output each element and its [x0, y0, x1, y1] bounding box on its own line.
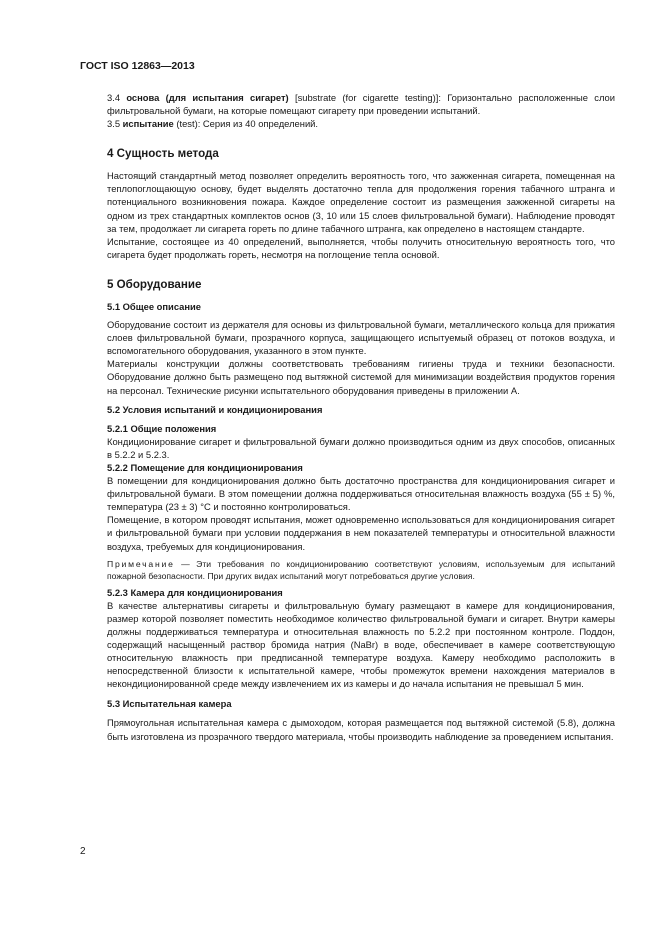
definition-3-4 — [107, 91, 615, 117]
section-5-2-1-title: 5.2.1 Общие положения — [107, 422, 217, 434]
section-5-1-paragraph-1: Оборудование состоит из держателя для основы из фильтровальной бумаги, металлического кольца для прижатия слоев фильтровальной бумаги, прозрачного корпуса, защищающего испытуемый образец от потоков воздуха, и вспомогательного оборудования, указанного в этом пункте. — [107, 319, 615, 357]
section-5-2-2-paragraph-1: В помещении для кондиционирования должно быть достаточно пространства для кондиционирования сигарет и фильтровальной бумаги. В этом помещении должна поддерживаться относительная влажность воздуха (55 ± 5) %, температура (23 ± 3) °С и постоянно контролироваться. — [107, 475, 615, 513]
section-5-3-title: 5.3 Испытательная камера — [107, 698, 232, 710]
section-4-title: 4 Сущность метода — [107, 147, 219, 161]
section-4-paragraph-2: Испытание, состоящее из 40 определений, выполняется, чтобы получить относительную вероятность того, что сигарета будет продолжать гореть, несмотря на поглощение тепла основой. — [107, 235, 615, 260]
def-3-4-term: основа (для испытания сигарет) — [126, 92, 289, 103]
section-5-2-2-title: 5.2.2 Помещение для кондиционирования — [107, 461, 303, 473]
page-number: 2 — [80, 846, 86, 857]
document-body — [107, 91, 615, 743]
section-5-2-3-title: 5.2.3 Камера для кондиционирования — [107, 586, 283, 598]
def-3-5-term: испытание — [122, 118, 174, 130]
def-3-4-number: 3.4 — [107, 92, 127, 103]
section-5-2-title: 5.2 Условия испытаний и кондиционирования — [107, 403, 323, 415]
section-5-title: 5 Оборудование — [107, 277, 202, 291]
note — [107, 558, 615, 582]
note-text: — Эти требования по кондиционированию соответствуют условиям, используемым для испытаний пожарной безопасности. При других видах испытаний могут потребоваться другие условия. — [107, 558, 615, 581]
def-3-4-text: [substrate (for cigarette testing)]: Горизонтально расположенные слои фильтровальной бумаги, на которые помещают сигарету при проведении испытаний. — [107, 92, 615, 117]
section-5-2-2-paragraph-2: Помещение, в котором проводят испытания, может одновременно использоваться для кондиционирования сигарет и фильтровальной бумаги при условии поддержания в нем показателей температуры и относительной влажности воздуха, требуемых для кондиционирования. — [107, 514, 615, 552]
definition-3-5 — [107, 117, 615, 130]
standard-header: ГОСТ ISO 12863—2013 — [80, 60, 195, 72]
section-4-paragraph-1: Настоящий стандартный метод позволяет определить вероятность того, что зажженная сигарета, помещенная на теплопоглощающую основу, будет выделять достаточно тепла для продолжения горения табачного штранга и потенциального возникновения пожара. Каждое определение состоит из размещения зажженной сигареты на одном из трех стандартных комплектов основ (3, 10 или 15 слоев фильтровальной бумаги). Наблюдение проводят за тем, продолжает ли сигарета гореть по длине табачного штранга, как определено в настоящем стандарте. — [107, 170, 615, 234]
section-5-2-1-paragraph: Кондиционирование сигарет и фильтровальной бумаги должно производиться одним из двух способов, описанных в 5.2.2 и 5.2.3. — [107, 435, 615, 460]
section-5-2-3-paragraph: В качестве альтернативы сигареты и фильтровальную бумагу размещают в камере для кондиционирования, размер которой позволяет поместить необходимое количество фильтровальной бумаги и сигарет. Внутри камеры должны поддерживаться температура и относительная влажность по 5.2.2 при постоянном контроле. Поддон, содержащий насыщенный раствор бромида натрия (NaBr) в воде, обеспечивает в камере соответствующую относительную влажность при предписанной температуре воздуха. Камеру необходимо расположить в непосредственной близости к испытательной камере, чтобы промежуток времени нахождения материалов в некондиционированной среде между извлечением их из камеры и до начала испытания не превышал 5 мин. — [107, 599, 615, 690]
note-label: Примечание — [107, 558, 175, 569]
def-3-5-number: 3.5 — [107, 118, 123, 130]
section-5-1-title: 5.1 Общее описание — [107, 300, 201, 312]
def-3-5-text: (test): Серия из 40 определений. — [173, 118, 319, 130]
section-5-3-paragraph: Прямоугольная испытательная камера с дымоходом, которая размещается под вытяжной системой (5.8), должна быть изготовлена из прозрачного твердого материала, чтобы производить наблюдение за проведением испытания. — [107, 717, 615, 742]
section-5-1-paragraph-2: Материалы конструкции должны соответствовать требованиям гигиены труда и техники безопасности. Оборудование должно быть размещено под вытяжной системой для минимизации воздействия продуктов горения на персонал. Технические рисунки испытательного оборудования приведены в приложении А. — [107, 358, 615, 396]
